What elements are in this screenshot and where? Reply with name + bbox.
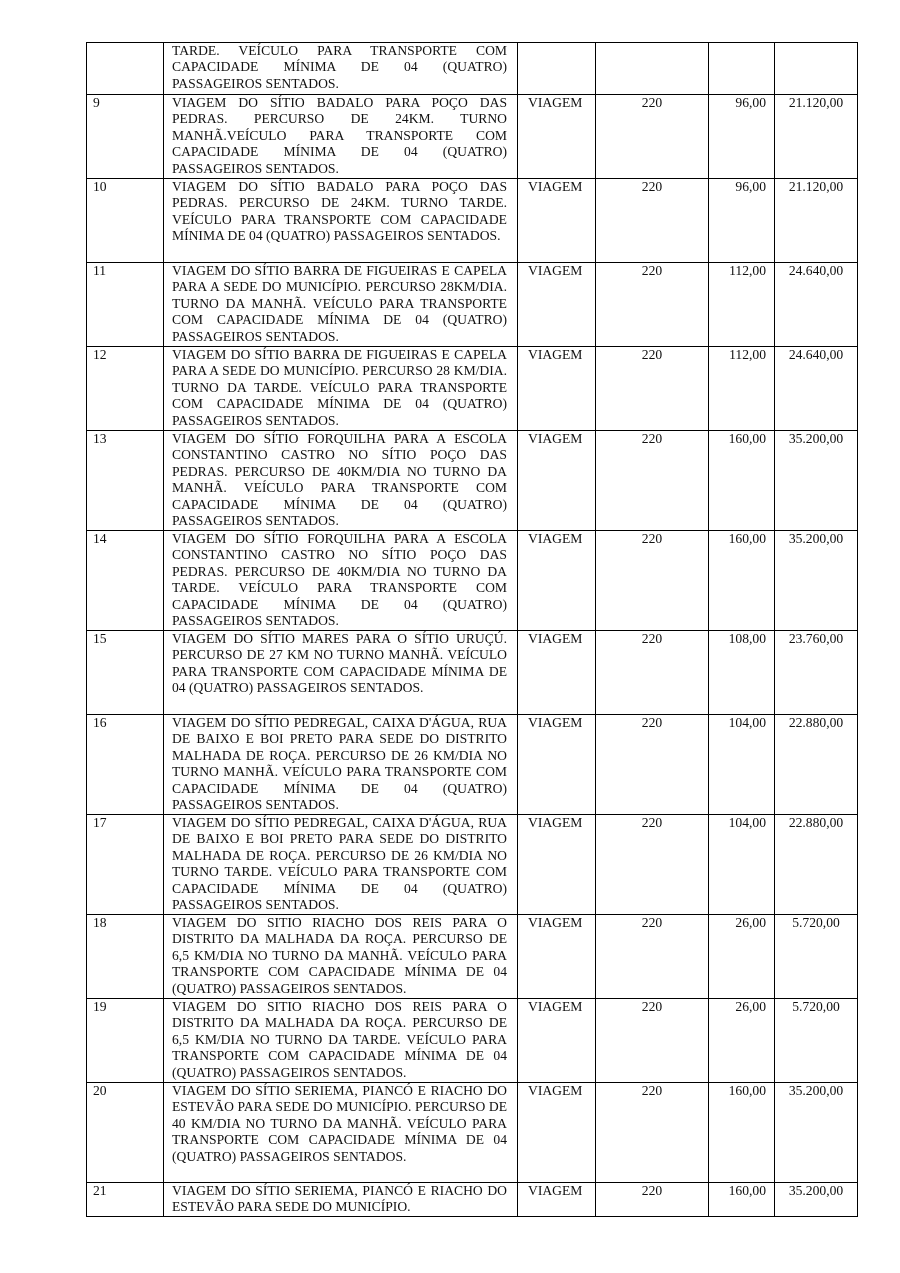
table-row (87, 815, 858, 915)
table-row (87, 43, 858, 95)
unit-cell: VIAGEM (518, 815, 596, 915)
description-cell: VIAGEM DO SÍTIO FORQUILHA PARA A ESCOLA CONSTANTINO CASTRO NO SÍTIO POÇO DAS PEDRAS. PERCURSO DE 40KM/DIA NO TURNO DA TARDE. VEÍCULO PARA TRANSPORTE COM CAPACIDADE MÍNIMA DE 04 (QUATRO) PASSAGEIROS SENTADOS. (164, 531, 518, 631)
unit-cell: VIAGEM (518, 999, 596, 1083)
table-row (87, 431, 858, 531)
total-cell: 22.880,00 (775, 715, 858, 815)
unit-cell: VIAGEM (518, 631, 596, 715)
total-cell: 23.760,00 (775, 631, 858, 715)
unit-price-cell: 26,00 (709, 915, 775, 999)
unit-price-cell: 104,00 (709, 815, 775, 915)
total-cell: 22.880,00 (775, 815, 858, 915)
description-cell: VIAGEM DO SITIO RIACHO DOS REIS PARA O DISTRITO DA MALHADA DA ROÇA. PERCURSO DE 6,5 KM/DIA NO TURNO DA TARDE. VEÍCULO PARA TRANSPORTE COM CAPACIDADE MÍNIMA DE 04 (QUATRO) PASSAGEIROS SENTADOS. (164, 999, 518, 1083)
total-cell: 24.640,00 (775, 263, 858, 347)
table-row (87, 1083, 858, 1183)
unit-cell: VIAGEM (518, 1183, 596, 1217)
item-number-cell: 12 (87, 347, 164, 431)
description-cell: VIAGEM DO SÍTIO BADALO PARA POÇO DAS PEDRAS. PERCURSO DE 24KM. TURNO MANHÃ.VEÍCULO PARA TRANSPORTE COM CAPACIDADE MÍNIMA DE 04 (QUATRO) PASSAGEIROS SENTADOS. (164, 95, 518, 179)
unit-cell: VIAGEM (518, 715, 596, 815)
items-table (86, 42, 858, 1217)
unit-price-cell: 160,00 (709, 531, 775, 631)
total-cell: 21.120,00 (775, 95, 858, 179)
item-number-cell: 18 (87, 915, 164, 999)
quantity-cell: 220 (596, 915, 709, 999)
total-cell: 35.200,00 (775, 1083, 858, 1183)
description-cell: VIAGEM DO SÍTIO BADALO PARA POÇO DAS PEDRAS. PERCURSO DE 24KM. TURNO TARDE. VEÍCULO PARA TRANSPORTE COM CAPACIDADE MÍNIMA DE 04 (QUATRO) PASSAGEIROS SENTADOS. (164, 179, 518, 263)
quantity-cell: 220 (596, 431, 709, 531)
table-row (87, 715, 858, 815)
quantity-cell: 220 (596, 631, 709, 715)
table-row (87, 347, 858, 431)
unit-price-cell: 26,00 (709, 999, 775, 1083)
unit-cell: VIAGEM (518, 1083, 596, 1183)
item-number-cell: 10 (87, 179, 164, 263)
item-number-cell: 19 (87, 999, 164, 1083)
total-cell: 24.640,00 (775, 347, 858, 431)
total-cell: 35.200,00 (775, 1183, 858, 1217)
unit-price-cell: 96,00 (709, 179, 775, 263)
unit-cell: VIAGEM (518, 179, 596, 263)
table-row (87, 95, 858, 179)
item-number-cell: 15 (87, 631, 164, 715)
quantity-cell: 220 (596, 531, 709, 631)
table-row (87, 1183, 858, 1217)
quantity-cell: 220 (596, 715, 709, 815)
total-cell: 5.720,00 (775, 999, 858, 1083)
quantity-cell: 220 (596, 95, 709, 179)
quantity-cell (596, 43, 709, 95)
item-number-cell: 9 (87, 95, 164, 179)
unit-cell: VIAGEM (518, 431, 596, 531)
total-cell: 5.720,00 (775, 915, 858, 999)
unit-price-cell: 160,00 (709, 1083, 775, 1183)
quantity-cell: 220 (596, 1083, 709, 1183)
unit-price-cell: 104,00 (709, 715, 775, 815)
unit-price-cell: 112,00 (709, 347, 775, 431)
quantity-cell: 220 (596, 263, 709, 347)
total-cell: 35.200,00 (775, 431, 858, 531)
unit-price-cell: 108,00 (709, 631, 775, 715)
quantity-cell: 220 (596, 179, 709, 263)
description-cell: VIAGEM DO SÍTIO PEDREGAL, CAIXA D'ÁGUA, RUA DE BAIXO E BOI PRETO PARA SEDE DO DISTRITO MALHADA DE ROÇA. PERCURSO DE 26 KM/DIA NO TURNO MANHÃ. VEÍCULO PARA TRANSPORTE COM CAPACIDADE MÍNIMA DE 04 (QUATRO) PASSAGEIROS SENTADOS. (164, 715, 518, 815)
table-row (87, 915, 858, 999)
unit-cell (518, 43, 596, 95)
table-row (87, 531, 858, 631)
table-row (87, 263, 858, 347)
table-body (87, 43, 858, 1217)
item-number-cell: 16 (87, 715, 164, 815)
table-row (87, 999, 858, 1083)
description-cell: VIAGEM DO SÍTIO MARES PARA O SÍTIO URUÇÚ. PERCURSO DE 27 KM NO TURNO MANHÃ. VEÍCULO PARA TRANSPORTE COM CAPACIDADE MÍNIMA DE 04 (QUATRO) PASSAGEIROS SENTADOS. (164, 631, 518, 715)
quantity-cell: 220 (596, 347, 709, 431)
description-cell: TARDE. VEÍCULO PARA TRANSPORTE COM CAPACIDADE MÍNIMA DE 04 (QUATRO) PASSAGEIROS SENTADOS. (164, 43, 518, 95)
total-cell: 21.120,00 (775, 179, 858, 263)
unit-cell: VIAGEM (518, 347, 596, 431)
table-row (87, 179, 858, 263)
item-number-cell (87, 43, 164, 95)
unit-price-cell: 160,00 (709, 431, 775, 531)
unit-price-cell: 112,00 (709, 263, 775, 347)
total-cell (775, 43, 858, 95)
item-number-cell: 14 (87, 531, 164, 631)
item-number-cell: 11 (87, 263, 164, 347)
quantity-cell: 220 (596, 999, 709, 1083)
description-cell: VIAGEM DO SÍTIO SERIEMA, PIANCÓ E RIACHO DO ESTEVÃO PARA SEDE DO MUNICÍPIO. PERCURSO DE 40 KM/DIA NO TURNO DA MANHÃ. VEÍCULO PARA TRANSPORTE COM CAPACIDADE MÍNIMA DE 04 (QUATRO) PASSAGEIROS SENTADOS. (164, 1083, 518, 1183)
item-number-cell: 21 (87, 1183, 164, 1217)
total-cell: 35.200,00 (775, 531, 858, 631)
description-cell: VIAGEM DO SÍTIO FORQUILHA PARA A ESCOLA CONSTANTINO CASTRO NO SÍTIO POÇO DAS PEDRAS. PERCURSO DE 40KM/DIA NO TURNO DA MANHÃ. VEÍCULO PARA TRANSPORTE COM CAPACIDADE MÍNIMA DE 04 (QUATRO) PASSAGEIROS SENTADOS. (164, 431, 518, 531)
unit-cell: VIAGEM (518, 531, 596, 631)
table-row (87, 631, 858, 715)
quantity-cell: 220 (596, 815, 709, 915)
unit-price-cell: 160,00 (709, 1183, 775, 1217)
document-page (86, 42, 857, 1217)
description-cell: VIAGEM DO SÍTIO BARRA DE FIGUEIRAS E CAPELA PARA A SEDE DO MUNICÍPIO. PERCURSO 28KM/DIA. TURNO DA MANHÃ. VEÍCULO PARA TRANSPORTE COM CAPACIDADE MÍNIMA DE 04 (QUATRO) PASSAGEIROS SENTADOS. (164, 263, 518, 347)
description-cell: VIAGEM DO SÍTIO PEDREGAL, CAIXA D'ÁGUA, RUA DE BAIXO E BOI PRETO PARA SEDE DO DISTRITO MALHADA DE ROÇA. PERCURSO DE 26 KM/DIA NO TURNO TARDE. VEÍCULO PARA TRANSPORTE COM CAPACIDADE MÍNIMA DE 04 (QUATRO) PASSAGEIROS SENTADOS. (164, 815, 518, 915)
unit-cell: VIAGEM (518, 95, 596, 179)
description-cell: VIAGEM DO SÍTIO SERIEMA, PIANCÓ E RIACHO DO ESTEVÃO PARA SEDE DO MUNICÍPIO. (164, 1183, 518, 1217)
item-number-cell: 13 (87, 431, 164, 531)
unit-cell: VIAGEM (518, 915, 596, 999)
unit-price-cell (709, 43, 775, 95)
item-number-cell: 17 (87, 815, 164, 915)
item-number-cell: 20 (87, 1083, 164, 1183)
quantity-cell: 220 (596, 1183, 709, 1217)
description-cell: VIAGEM DO SÍTIO BARRA DE FIGUEIRAS E CAPELA PARA A SEDE DO MUNICÍPIO. PERCURSO 28 KM/DIA. TURNO DA TARDE. VEÍCULO PARA TRANSPORTE COM CAPACIDADE MÍNIMA DE 04 (QUATRO) PASSAGEIROS SENTADOS. (164, 347, 518, 431)
description-cell: VIAGEM DO SITIO RIACHO DOS REIS PARA O DISTRITO DA MALHADA DA ROÇA. PERCURSO DE 6,5 KM/DIA NO TURNO DA MANHÃ. VEÍCULO PARA TRANSPORTE COM CAPACIDADE MÍNIMA DE 04 (QUATRO) PASSAGEIROS SENTADOS. (164, 915, 518, 999)
unit-price-cell: 96,00 (709, 95, 775, 179)
unit-cell: VIAGEM (518, 263, 596, 347)
